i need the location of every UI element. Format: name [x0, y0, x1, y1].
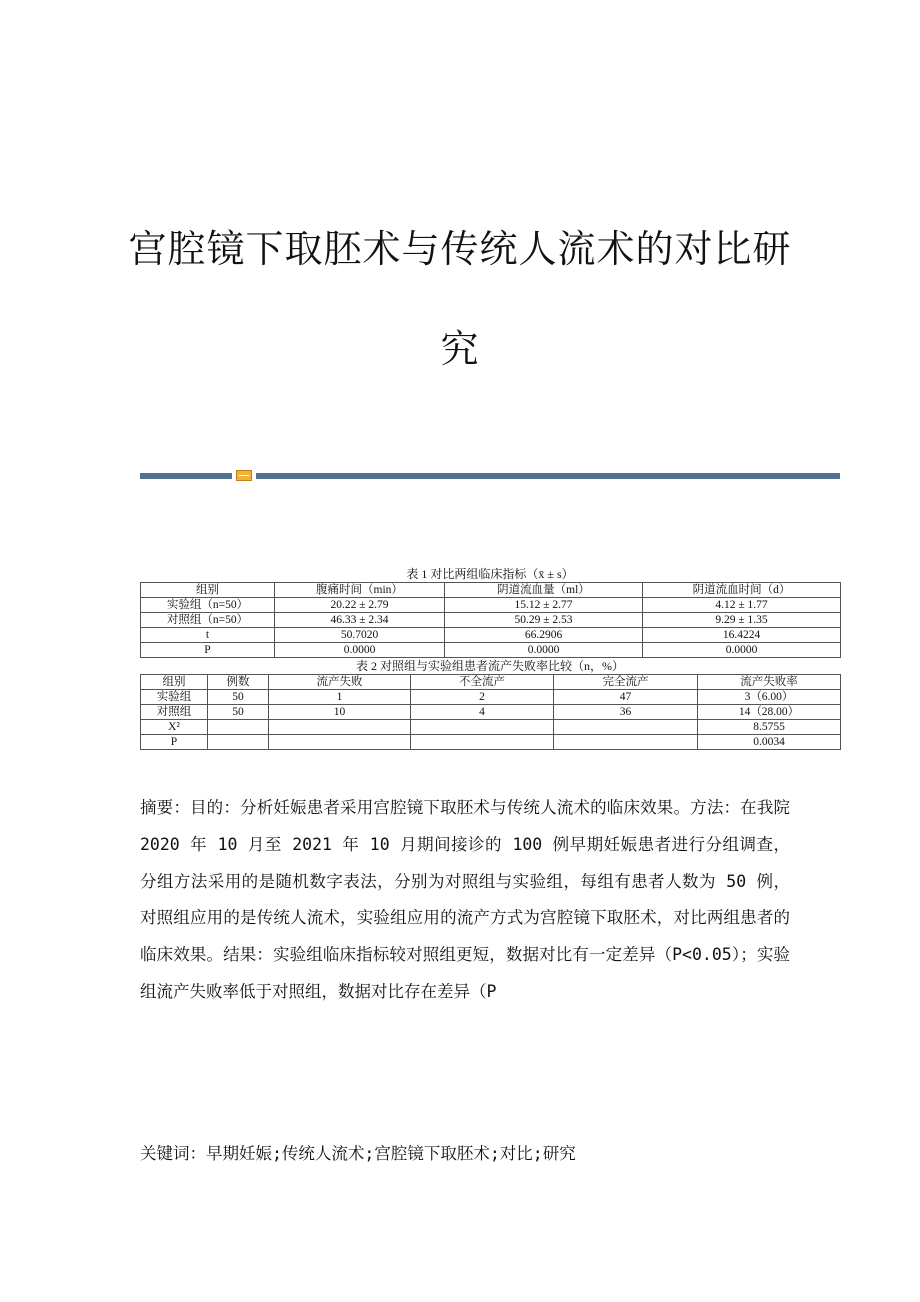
- table-cell: 0.0000: [275, 643, 445, 658]
- title-divider: [140, 471, 840, 480]
- table2-header-cell: 流产失败: [269, 675, 411, 690]
- table-cell: [554, 735, 698, 750]
- table-cell: 0.0000: [643, 643, 841, 658]
- table-cell: 4: [411, 705, 554, 720]
- table-row: [141, 643, 841, 658]
- table2-header-cell: 不全流产: [411, 675, 554, 690]
- table-cell: 0.0000: [445, 643, 643, 658]
- divider-badge-icon: [236, 470, 252, 481]
- table-cell: 实验组: [141, 690, 208, 705]
- table-cell: 47: [554, 690, 698, 705]
- table-cell: t: [141, 628, 275, 643]
- table-cell: 20.22 ± 2.79: [275, 598, 445, 613]
- table1-header-cell: 组别: [141, 583, 275, 598]
- table-cell: 1: [269, 690, 411, 705]
- table-cell: 66.2906: [445, 628, 643, 643]
- table1-caption: 表 1 对比两组临床指标（x̄ ± s）: [406, 567, 574, 581]
- table-cell: 实验组（n=50）: [141, 598, 275, 613]
- table2-caption: 表 2 对照组与实验组患者流产失败率比较（n，%）: [356, 659, 624, 673]
- table1-header-cell: 阴道流血时间（d）: [643, 583, 841, 598]
- table-cell: 10: [269, 705, 411, 720]
- table-row: [141, 613, 841, 628]
- table-cell: 0.0034: [698, 735, 841, 750]
- divider-bar-left: [140, 473, 232, 479]
- document-title-line-1: 宫腔镜下取胚术与传统人流术的对比研: [128, 227, 792, 271]
- table-row: [141, 598, 841, 613]
- table-cell: 50: [208, 705, 269, 720]
- table-cell: 4.12 ± 1.77: [643, 598, 841, 613]
- divider-bar-right: [256, 473, 840, 479]
- table-cell: 2: [411, 690, 554, 705]
- table-cell: 3（6.00）: [698, 690, 841, 705]
- table-cell: 50.7020: [275, 628, 445, 643]
- table-cell: 50.29 ± 2.53: [445, 613, 643, 628]
- table-row: [141, 735, 841, 750]
- table-row: [141, 690, 841, 705]
- table2-header-cell: 流产失败率: [698, 675, 841, 690]
- table2-header-row: [141, 675, 841, 690]
- table1: [140, 582, 841, 658]
- table1-header-row: [141, 583, 841, 598]
- table-cell: [208, 720, 269, 735]
- table-cell: 8.5755: [698, 720, 841, 735]
- abstract-paragraph: 摘要：目的：分析妊娠患者采用宫腔镜下取胚术与传统人流术的临床效果。方法：在我院 2020 年 10 月至 2021 年 10 月期间接诊的 100 例早期妊娠患者进行分组调查，分组方法采用的是随机数字表法，分别为对照组与实验组，每组有患者人数为 50 例，对照组应用的是传统人流术，实验组应用的流产方式为宫腔镜下取胚术，对比两组患者的临床效果。结果：实验组临床指标较对照组更短，数据对比有一定差异（P<0.05）；实验组流产失败率低于对照组，数据对比存在差异（P: [140, 798, 790, 1001]
- table-cell: [411, 720, 554, 735]
- table2: [140, 674, 841, 750]
- table-row: [141, 705, 841, 720]
- table-cell: 50: [208, 690, 269, 705]
- table-cell: 15.12 ± 2.77: [445, 598, 643, 613]
- table-row: [141, 628, 841, 643]
- table-cell: 46.33 ± 2.34: [275, 613, 445, 628]
- table-cell: 36: [554, 705, 698, 720]
- table1-header-cell: 腹痛时间（min）: [275, 583, 445, 598]
- table-cell: [269, 720, 411, 735]
- table-cell: 9.29 ± 1.35: [643, 613, 841, 628]
- table-cell: [411, 735, 554, 750]
- table-cell: 14（28.00）: [698, 705, 841, 720]
- table2-header-cell: 组别: [141, 675, 208, 690]
- document-title-line-2: 究: [440, 327, 480, 371]
- figure-tables: [140, 566, 840, 750]
- table-cell: X²: [141, 720, 208, 735]
- table-cell: [554, 720, 698, 735]
- table-cell: [269, 735, 411, 750]
- table-cell: 16.4224: [643, 628, 841, 643]
- table1-header-cell: 阴道流血量（ml）: [445, 583, 643, 598]
- table2-header-cell: 例数: [208, 675, 269, 690]
- table-row: [141, 720, 841, 735]
- table-cell: P: [141, 735, 208, 750]
- table-cell: 对照组: [141, 705, 208, 720]
- table-cell: 对照组（n=50）: [141, 613, 275, 628]
- table2-header-cell: 完全流产: [554, 675, 698, 690]
- table-cell: P: [141, 643, 275, 658]
- table-cell: [208, 735, 269, 750]
- keywords-line: 关键词：早期妊娠;传统人流术;宫腔镜下取胚术;对比;研究: [140, 1144, 576, 1163]
